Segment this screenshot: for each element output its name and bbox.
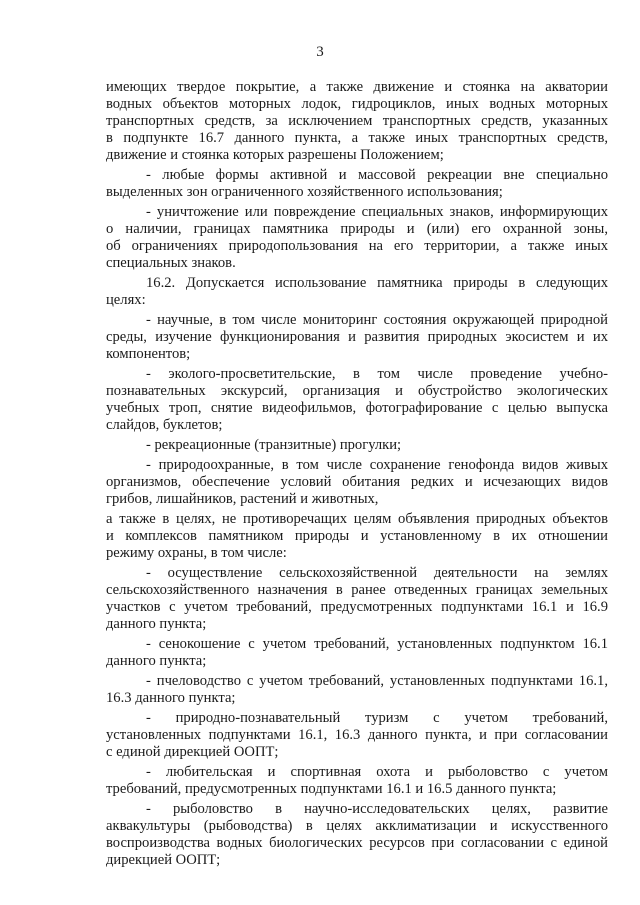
text-line: - рыболовство в научно-исследовательских целях, развитие xyxy=(146,801,608,817)
text-line: - природно-познавательный туризм с учетом требований, xyxy=(146,710,608,726)
text-line: среды, изучение функционирования и развития природных экосистем и их xyxy=(106,329,608,345)
text-line: - любительская и спортивная охота и рыболовство с учетом xyxy=(146,764,608,780)
text-line: водных объектов моторных лодок, гидроциклов, иных водных моторных xyxy=(106,96,608,112)
text-line: режиму охраны, в том числе: xyxy=(106,545,287,561)
page-number: 3 xyxy=(316,44,324,60)
text-line: - природоохранные, в том числе сохранение генофонда видов живых xyxy=(146,457,608,473)
text-line: установленных подпунктами 16.1, 16.3 данного пункта, и при согласовании xyxy=(106,727,608,743)
text-line: познавательных экскурсий, организация и обустройство экологических xyxy=(106,383,608,399)
text-line: данного пункта; xyxy=(106,616,207,632)
text-line: 16.2. Допускается использование памятника природы в следующих xyxy=(146,275,608,291)
text-line: - пчеловодство с учетом требований, установленных подпунктами 16.1, xyxy=(146,673,608,689)
text-line: - рекреационные (транзитные) прогулки; xyxy=(146,437,402,453)
text-line: выделенных зон ограниченного хозяйственного использования; xyxy=(106,184,503,200)
text-line: с единой дирекцией ООПТ; xyxy=(106,744,279,760)
text-line: и комплексов памятником природы и установленному в их отношении xyxy=(106,528,608,544)
text-line: движение и стоянка которых разрешены Положением; xyxy=(106,147,444,163)
text-line: специальных знаков. xyxy=(106,255,236,271)
text-line: требований, предусмотренных подпунктами 16.1 и 16.5 данного пункта; xyxy=(106,781,557,797)
text-line: - научные, в том числе мониторинг состояния окружающей природной xyxy=(146,312,608,328)
text-line: грибов, лишайников, растений и животных, xyxy=(106,491,379,507)
text-line: - уничтожение или повреждение специальных знаков, информирующих xyxy=(146,204,608,220)
text-line: в подпункте 16.7 данного пункта, а также иных транспортных средств, xyxy=(106,130,608,146)
text-line: организмов, обеспечение условий обитания редких и исчезающих видов xyxy=(106,474,608,490)
text-line: - любые формы активной и массовой рекреации вне специально xyxy=(146,167,608,183)
text-line: транспортных средств, за исключением транспортных средств, указанных xyxy=(106,113,608,129)
text-line: 16.3 данного пункта; xyxy=(106,690,236,706)
text-line: слайдов, буклетов; xyxy=(106,417,223,433)
text-line: учебных троп, снятие видеофильмов, фотографирование с целью выпуска xyxy=(106,400,608,416)
text-line: об ограничениях природопользования на его территории, а также иных xyxy=(106,238,608,254)
text-line: участков с учетом требований, предусмотренных подпунктами 16.1 и 16.9 xyxy=(106,599,608,615)
text-line: дирекцией ООПТ; xyxy=(106,852,221,868)
text-line: имеющих твердое покрытие, а также движение и стоянка на акватории xyxy=(106,79,608,95)
text-line: - осуществление сельскохозяйственной деятельности на землях xyxy=(146,565,608,581)
text-line: - эколого-просветительские, в том числе проведение учебно- xyxy=(146,366,608,382)
text-line: о наличии, границах памятника природы и (или) его охранной зоны, xyxy=(106,221,608,237)
text-line: воспроизводства водных биологических ресурсов при согласовании с единой xyxy=(106,835,608,851)
text-line: - сенокошение с учетом требований, установленных подпунктом 16.1 xyxy=(146,636,608,652)
text-line: целях: xyxy=(106,292,146,308)
text-line: аквакультуры (рыбоводства) в целях акклиматизации и искусственного xyxy=(106,818,608,834)
text-line: а также в целях, не противоречащих целям объявления природных объектов xyxy=(106,511,608,527)
text-line: данного пункта; xyxy=(106,653,207,669)
text-line: компонентов; xyxy=(106,346,191,362)
body-text xyxy=(106,79,608,869)
text-line: сельскохозяйственного назначения в ранее отведенных границах земельных xyxy=(106,582,608,598)
